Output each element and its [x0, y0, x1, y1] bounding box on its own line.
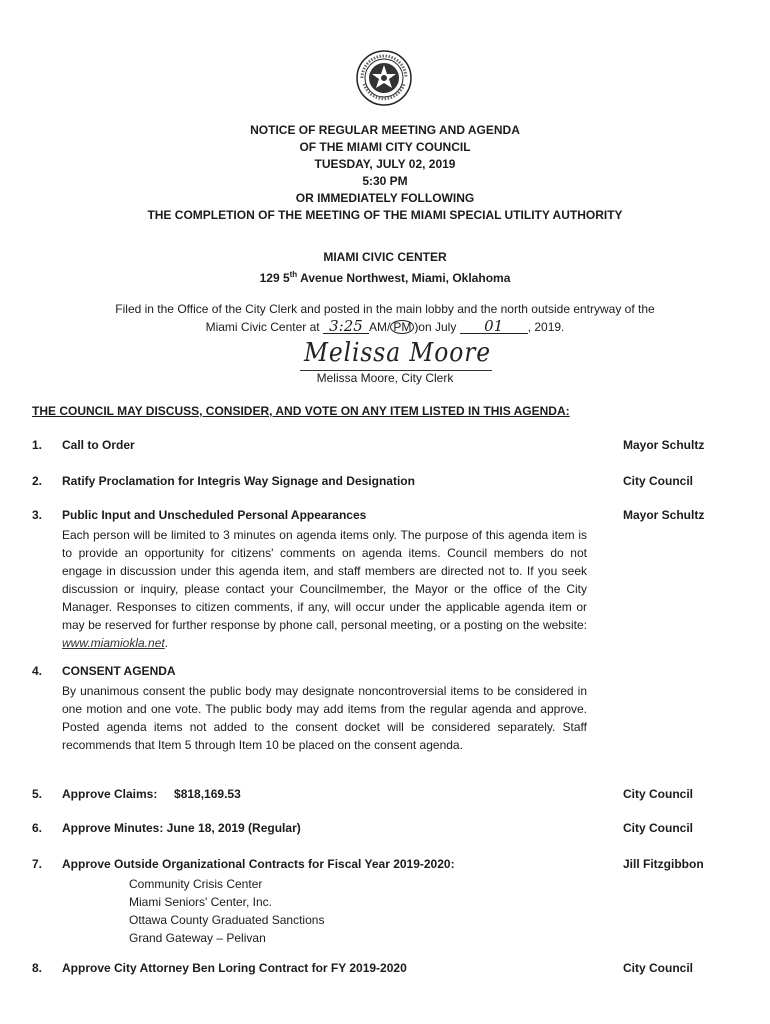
contract-item: Ottawa County Graduated Sanctions — [129, 913, 325, 927]
header-line-6: THE COMPLETION OF THE MEETING OF THE MIAMI SPECIAL UTILITY AUTHORITY — [147, 208, 623, 222]
filed-on: )on July — [414, 320, 457, 334]
item-number: 7. — [32, 857, 43, 871]
item-description-end: . — [164, 636, 169, 650]
item-title: Approve Outside Organizational Contracts for Fiscal Year 2019-2020: — [62, 857, 455, 871]
clerk-signature: Melissa Moore — [304, 338, 492, 368]
item-presenter: City Council — [623, 787, 694, 801]
item-title: Call to Order — [62, 438, 135, 452]
item-description-text: Each person will be limited to 3 minutes on agenda items only. The purpose of this agenda item is to provide an opportunity for citizens' comments on agenda items. Council members do not engage in discussion under this agenda item, and staff members are directed not to. If you seek discussion or inquiry, please contact your Councilmember, the Mayor or the office of the City Manager. Responses to citizen comments, if any, will occur under the applicable agenda item or may be reserved for further response by phone call, personal meeting, or a posting on the website: — [62, 528, 587, 632]
item-title: CONSENT AGENDA — [62, 664, 176, 678]
filed-prefix: Miami Civic Center at — [205, 320, 320, 334]
filed-pm: PM — [390, 320, 414, 334]
item-description — [62, 526, 587, 652]
contract-item: Community Crisis Center — [129, 877, 263, 891]
contract-item: Miami Seniors' Center, Inc. — [129, 895, 273, 909]
signature-line — [300, 340, 492, 371]
item-presenter: City Council — [623, 961, 694, 975]
header-line-4: 5:30 PM — [362, 174, 408, 188]
filed-day: 01 — [460, 319, 528, 334]
address-suffix: th — [289, 270, 298, 279]
city-seal-icon — [356, 50, 412, 106]
address-street: Avenue Northwest, Miami, Oklahoma — [297, 271, 511, 285]
item-presenter: Mayor Schultz — [623, 508, 705, 522]
item-presenter: City Council — [623, 474, 694, 488]
contract-item: Grand Gateway – Pelivan — [129, 931, 266, 945]
header-line-2: OF THE MIAMI CITY COUNCIL — [299, 140, 471, 154]
item-title: Public Input and Unscheduled Personal Appearances — [62, 508, 367, 522]
item-number: 4. — [32, 664, 43, 678]
venue-block — [0, 248, 770, 287]
filed-line-2 — [0, 318, 770, 336]
website-link[interactable]: www.miamiokla.net — [62, 636, 165, 650]
item-title: Approve City Attorney Ben Loring Contract for FY 2019-2020 — [62, 961, 407, 975]
contract-list — [129, 875, 324, 947]
item-number: 5. — [32, 787, 43, 801]
item-number: 1. — [32, 438, 43, 452]
header-line-1: NOTICE OF REGULAR MEETING AND AGENDA — [250, 123, 520, 137]
item-number: 8. — [32, 961, 43, 975]
council-notice: THE COUNCIL MAY DISCUSS, CONSIDER, AND VOTE ON ANY ITEM LISTED IN THIS AGENDA: — [32, 404, 570, 418]
header-line-3: TUESDAY, JULY 02, 2019 — [314, 157, 456, 171]
agenda-header — [0, 122, 770, 224]
city-seal — [356, 50, 412, 106]
filed-time: 3:25 — [323, 319, 369, 334]
filed-notice — [0, 300, 770, 336]
item-number: 6. — [32, 821, 43, 835]
filed-am: AM/ — [368, 320, 391, 334]
item-title: Ratify Proclamation for Integris Way Signage and Designation — [62, 474, 415, 488]
item-number: 3. — [32, 508, 43, 522]
filed-year: , 2019. — [527, 320, 565, 334]
venue-address — [0, 266, 770, 287]
item-number: 2. — [32, 474, 43, 488]
item-presenter: City Council — [623, 821, 694, 835]
item-presenter: Mayor Schultz — [623, 438, 705, 452]
item-title: Approve Minutes: June 18, 2019 (Regular) — [62, 821, 301, 835]
header-line-5: OR IMMEDIATELY FOLLOWING — [295, 191, 475, 205]
item-description: By unanimous consent the public body may designate noncontroversial items to be considered in one motion and one vote. The public body may add items from the regular agenda and approve. Posted agenda items not added to the consent docket will be considered separately. Staff recommends that Item 5 through Item 10 be placed on the consent agenda. — [62, 684, 587, 752]
clerk-name: Melissa Moore, City Clerk — [316, 371, 454, 385]
item-title: Approve Claims: $818,169.53 — [62, 787, 241, 801]
address-number: 129 5 — [259, 271, 290, 285]
filed-line-1: Filed in the Office of the City Clerk and posted in the main lobby and the north outside entryway of the — [115, 302, 655, 316]
item-presenter: Jill Fitzgibbon — [623, 857, 704, 871]
venue-name: MIAMI CIVIC CENTER — [323, 250, 447, 264]
